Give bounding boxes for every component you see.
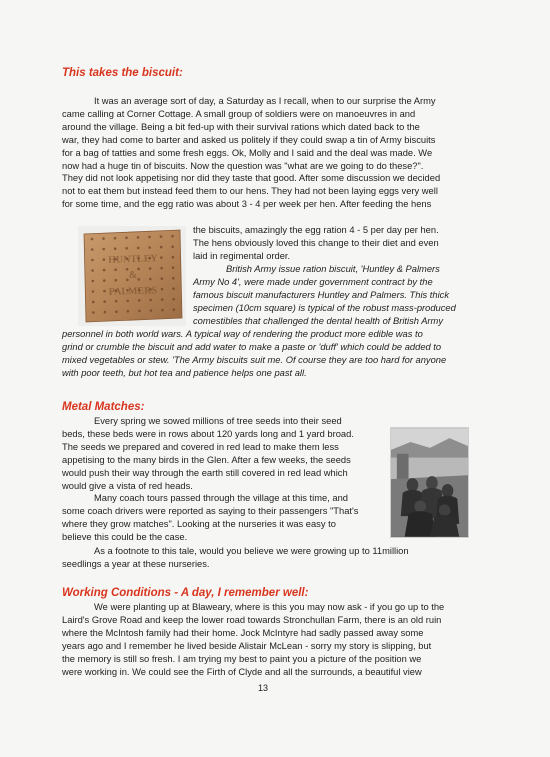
caption-line: famous biscuit manufacturers Huntley and Palmers. This thick [193, 289, 450, 300]
text-line: They did not look appetising nor did they taste that good. After some discussion we decided [62, 173, 441, 184]
matches-paragraph [62, 415, 382, 544]
biscuit-hole [91, 238, 94, 241]
biscuit-hole [160, 246, 163, 249]
caption-line: British Army issue ration biscuit, 'Huntley & Palmers [226, 264, 440, 274]
text-line: We were planting up at Blaweary, where is this you may now ask - if you go up to the [94, 602, 445, 612]
text-line: The hens obviously loved this change to their diet and even [193, 237, 439, 248]
section-heading-matches: Metal Matches: [62, 401, 145, 413]
biscuit-hole [103, 258, 106, 261]
text-line: around the village. Being a bit fed-up with their survival rations which dated back to the [62, 121, 420, 132]
biscuit-hole [172, 298, 175, 301]
biscuit-paragraph [62, 95, 492, 211]
biscuit-hole [92, 301, 95, 304]
text-line: some coach drivers were reported as saying to their passengers "That's [62, 506, 359, 517]
biscuit-hole [91, 269, 94, 272]
biscuit-wrap-text [193, 224, 493, 263]
caption-line: specimen (10cm square) is typical of the robust mass-produced [193, 302, 456, 313]
nursery-workers-photo [390, 427, 469, 538]
text-line: the memory is still so fresh. I am trying my best to paint you a picture of the position we [62, 653, 422, 664]
biscuit-hole [148, 246, 151, 249]
biscuit-hole [160, 256, 163, 259]
biscuit-hole [160, 235, 163, 238]
biscuit-hole [149, 278, 152, 281]
biscuit-caption-continued [62, 328, 502, 380]
caption-line: grind or crumble the biscuit and add water to make a paste or 'duff' which could be added to [62, 341, 442, 352]
text-line: the biscuits, amazingly the egg ration 4 - 5 per day per hen. [193, 225, 439, 235]
biscuit-hole [149, 299, 152, 302]
text-line: Laird's Grove Road and keep the lower road towards Stronchullan Farm, there is an old ruin [62, 614, 442, 625]
biscuit-hole [103, 290, 106, 293]
biscuit-hole [115, 310, 118, 313]
biscuit-hole [172, 277, 175, 280]
biscuit-hole [161, 298, 164, 301]
biscuit-hole [127, 310, 130, 313]
biscuit-hole [160, 267, 163, 270]
biscuit-hole [149, 267, 152, 270]
text-line: As a footnote to this tale, would you believe we were growing up to 11million [94, 546, 409, 556]
text-line: years ago and I remember he lived beside Alistair McLean - sorry my story is slipping, but [62, 640, 432, 651]
biscuit-hole [103, 300, 106, 303]
biscuit-hole [137, 236, 140, 239]
biscuit-hole [103, 269, 106, 272]
biscuit-stamp-line: PALMERS [108, 285, 158, 298]
biscuit-hole [91, 248, 94, 251]
biscuit-hole [172, 266, 175, 269]
caption-line: personnel in both world wars. A typical way of rendering the product more edible was to [62, 329, 423, 339]
biscuit-hole [138, 299, 141, 302]
biscuit-hole [102, 237, 105, 240]
biscuit-hole [91, 259, 94, 262]
biscuit-hole [137, 268, 140, 271]
army-biscuit-photo [78, 226, 186, 326]
caption-line: Army No 4', were made under government contract by the [193, 276, 433, 287]
biscuit-hole [104, 311, 107, 314]
text-line: for some time, and the egg ratio was about 3 - 4 per week per hen. After feeding the hens [62, 199, 432, 210]
biscuit-hole [92, 290, 95, 293]
biscuit-hole [172, 287, 175, 290]
text-line: It was an average sort of day, a Saturday as I recall, when to our surprise the Army [94, 96, 436, 106]
section-heading-working-conditions: Working Conditions - A day, I remember well: [62, 587, 309, 599]
text-line: where they grow matches". Looking at the nurseries it was easy to [62, 519, 336, 530]
matches-footnote [62, 545, 502, 571]
text-line: The seeds we prepared and covered in red lead to make them less [62, 441, 339, 452]
biscuit-hole [115, 300, 118, 303]
text-line: for a bag of tatties and some fresh eggs. Ok, Molly and I said and the deal was made. We [62, 147, 433, 158]
biscuit-hole [115, 279, 118, 282]
biscuit-hole [172, 256, 175, 259]
text-line: would push their way through the earth still covered in red lead which [62, 467, 348, 478]
text-line: believe this could be the case. [62, 532, 188, 543]
biscuit-hole [138, 310, 141, 313]
biscuit-hole [126, 300, 129, 303]
biscuit-caption [193, 263, 493, 328]
biscuit-hole [138, 278, 141, 281]
biscuit-hole [150, 309, 153, 312]
text-line: now had a huge tin of biscuits. Now the question was "what are we going to do these?". [62, 160, 424, 171]
biscuit-hole [148, 236, 151, 239]
caption-line: with poor teeth, but hot tea and patience helps one past all. [62, 367, 307, 378]
text-line: would give a vista of red heads. [62, 480, 193, 491]
biscuit-hole [114, 237, 117, 240]
biscuit-hole [125, 247, 128, 250]
biscuit-hole [161, 309, 164, 312]
text-line: Every spring we sowed millions of tree seeds into their seed [94, 416, 342, 426]
text-line: laid in regimental order. [193, 250, 291, 261]
biscuit-stamp-line: HUNTLEY [108, 253, 158, 266]
biscuit-hole [102, 248, 105, 251]
biscuit-hole [114, 247, 117, 250]
text-line: not to eat them but instead feed them to our hens. They had not been laying eggs very well [62, 186, 438, 197]
biscuit-hole [137, 247, 140, 250]
text-line: appetising to the many birds in the Glen. After a few weeks, the seeds [62, 454, 351, 465]
text-line: Many coach tours passed through the village at this time, and [94, 493, 348, 504]
text-line: came calling at Corner Cottage. A small group of soldiers were on manoeuvres in and [62, 108, 416, 119]
biscuit-hole [171, 245, 174, 248]
section-heading-biscuit: This takes the biscuit: [62, 67, 183, 79]
biscuit-stamp-line: & [128, 270, 138, 281]
biscuit-hole [103, 279, 106, 282]
working-conditions-paragraph [62, 601, 502, 678]
text-line: seedlings a year at these nurseries. [62, 558, 210, 569]
caption-line: comestibles that challenged the dental health of British Army [193, 315, 443, 326]
page-number: 13 [258, 683, 269, 693]
biscuit-hole [114, 268, 117, 271]
text-line: beds, these beds were in rows about 120 yards long and 1 yard broad. [62, 428, 354, 439]
biscuit-hole [125, 237, 128, 240]
text-line: war, they had come to barter and asked us politely if they could swap a tin of Army biscuits [62, 134, 436, 145]
text-line: were working in. We could see the Firth of Clyde and all the surrounds, a beautiful view [62, 666, 422, 677]
text-line: where the McIntosh family had their home. Jock McIntyre had sadly passed away some [62, 627, 424, 638]
biscuit-hole [161, 288, 164, 291]
biscuit-hole [171, 235, 174, 238]
biscuit-hole [161, 277, 164, 280]
caption-line: mixed vegetables or stew. 'The Army biscuits suit me. Of course they are too hard for anyone [62, 354, 447, 365]
biscuit-hole [173, 308, 176, 311]
biscuit-hole [92, 280, 95, 283]
biscuit-hole [92, 311, 95, 314]
